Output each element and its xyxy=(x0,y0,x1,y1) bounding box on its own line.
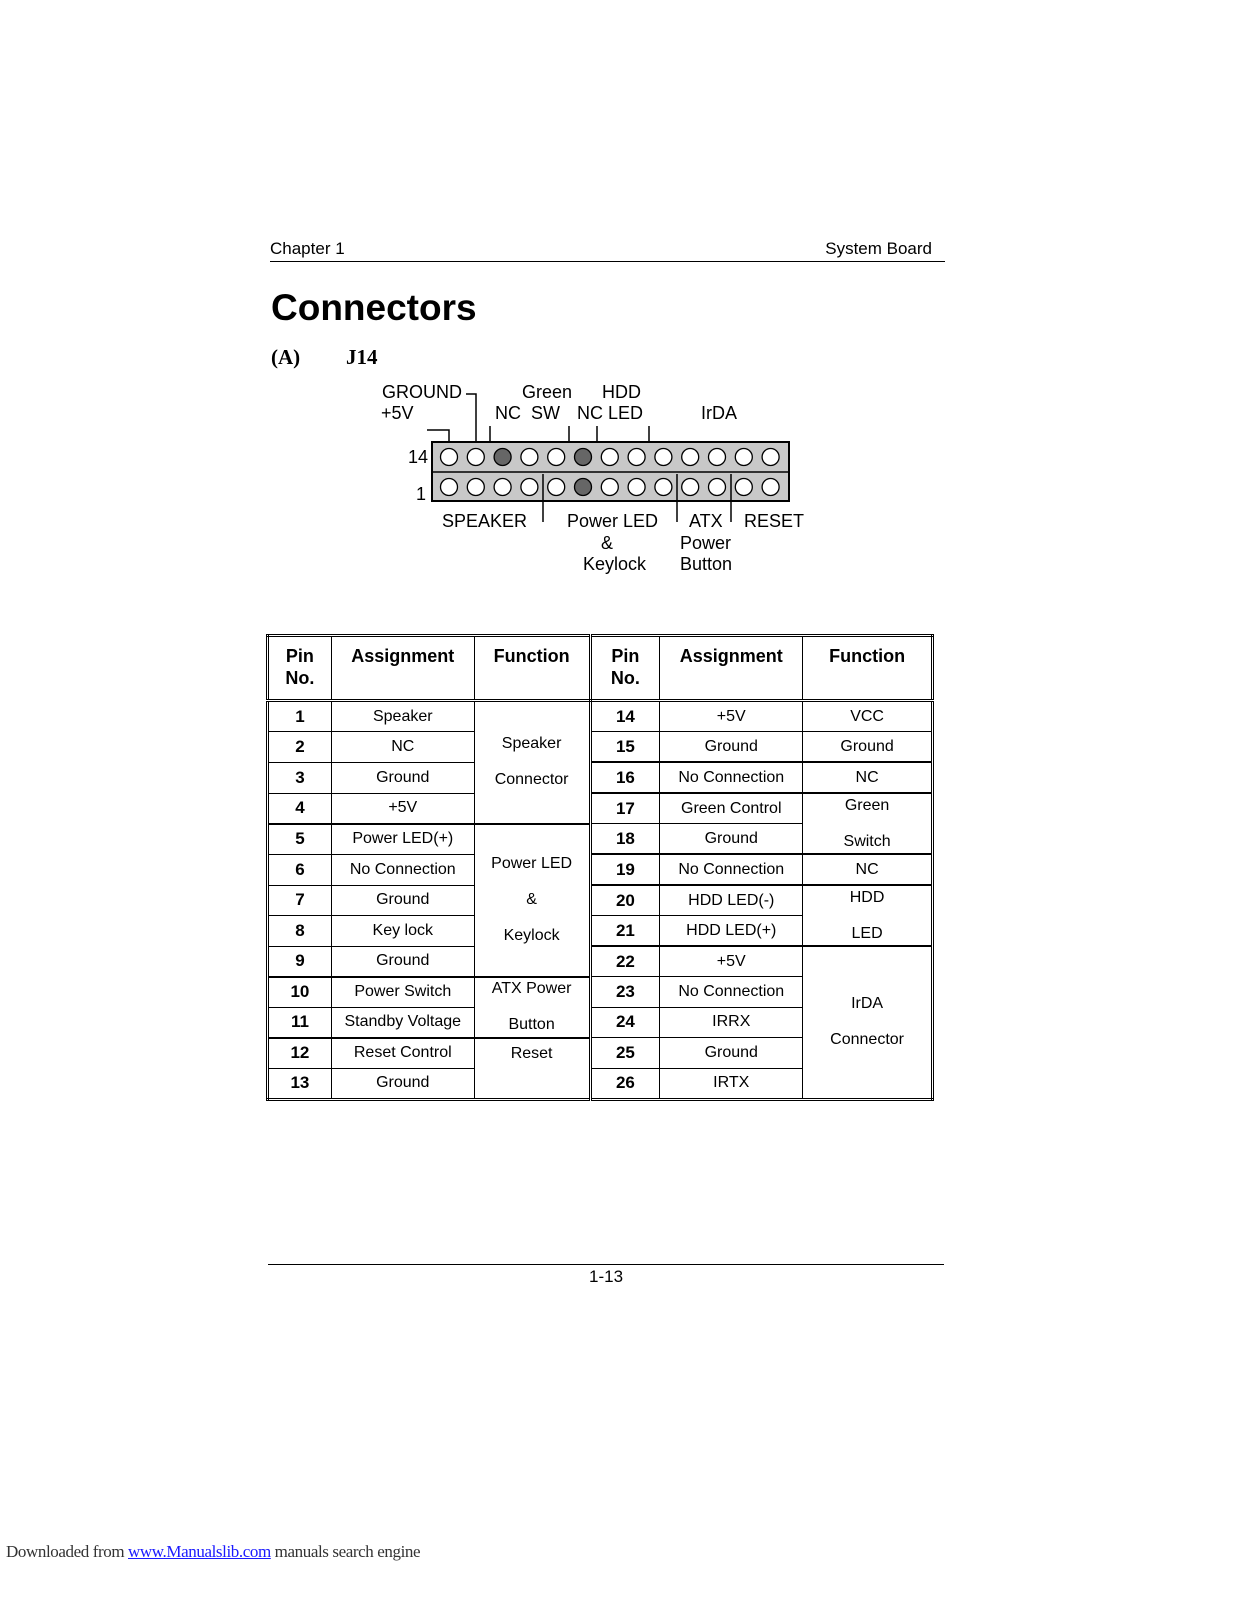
download-suffix: manuals search engine xyxy=(270,1542,421,1561)
function-speaker: Speaker Connector xyxy=(474,701,590,824)
header-pin-no-left: Pin No. xyxy=(268,636,332,701)
pin-number: 26 xyxy=(590,1068,660,1099)
pin-assignment: Ground xyxy=(660,732,803,763)
connector-pin xyxy=(709,479,726,496)
header-function-left: Function xyxy=(474,636,590,701)
header-assignment-right: Assignment xyxy=(660,636,803,701)
pin-number: 5 xyxy=(268,824,332,855)
connector-pin xyxy=(655,479,672,496)
pin-number: 24 xyxy=(590,1007,660,1038)
label-led: LED xyxy=(608,403,644,423)
pin-number: 7 xyxy=(268,885,332,916)
connector-pin xyxy=(735,479,752,496)
pin-assignment: No Connection xyxy=(660,977,803,1008)
label-keylock: Keylock xyxy=(583,554,647,574)
pin-number: 8 xyxy=(268,916,332,947)
table-row xyxy=(268,946,933,977)
connector-pin xyxy=(601,449,618,466)
function-power-led-keylock: Power LED & Keylock xyxy=(474,824,590,977)
connector-pin xyxy=(494,449,511,466)
pin-assignment: NC xyxy=(331,732,474,763)
label-hdd: HDD xyxy=(602,382,641,402)
pin-number: 10 xyxy=(268,977,332,1008)
pin-assignment: +5V xyxy=(660,946,803,977)
pin-number: 25 xyxy=(590,1038,660,1069)
connector-pin xyxy=(521,449,538,466)
pin-assignment: Key lock xyxy=(331,916,474,947)
label-plus5v: +5V xyxy=(381,403,414,423)
pin-assignment: No Connection xyxy=(331,854,474,885)
connector-pin xyxy=(575,449,592,466)
pin-assignment-table xyxy=(266,634,934,1101)
connector-pin xyxy=(441,449,458,466)
download-notice xyxy=(6,1542,420,1562)
pin-number: 1 xyxy=(268,701,332,732)
function-ground: Ground xyxy=(803,732,933,763)
pin-assignment: Ground xyxy=(331,946,474,977)
connector-pin xyxy=(575,479,592,496)
pin-assignment: IRRX xyxy=(660,1007,803,1038)
function-vcc: VCC xyxy=(803,701,933,732)
connector-pin xyxy=(655,449,672,466)
connector-pin xyxy=(467,449,484,466)
connector-pin xyxy=(762,449,779,466)
table-row xyxy=(268,854,933,885)
pin-number: 2 xyxy=(268,732,332,763)
pin-assignment: Power LED(+) xyxy=(331,824,474,855)
function-irda-connector: IrDA Connector xyxy=(803,946,933,1099)
table-row xyxy=(268,732,933,763)
connector-pin xyxy=(521,479,538,496)
pin-number: 18 xyxy=(590,824,660,855)
table-row xyxy=(268,701,933,732)
pin-number: 13 xyxy=(268,1068,332,1099)
pin-assignment: Ground xyxy=(331,885,474,916)
label-power-led: Power LED xyxy=(567,511,659,531)
manualslib-link[interactable]: www.Manualslib.com xyxy=(128,1542,271,1561)
table-header-row xyxy=(268,636,933,701)
label-ground: GROUND xyxy=(382,382,462,402)
function-reset: Reset xyxy=(474,1038,590,1100)
pin-number: 6 xyxy=(268,854,332,885)
pin-assignment: Power Switch xyxy=(331,977,474,1008)
label-irda: IrDA xyxy=(701,403,737,423)
label-amp: & xyxy=(601,533,614,553)
pin-number: 12 xyxy=(268,1038,332,1069)
pin-number: 23 xyxy=(590,977,660,1008)
function-nc: NC xyxy=(803,762,933,793)
function-nc: NC xyxy=(803,854,933,885)
table-row xyxy=(268,762,933,793)
row-label-1: 1 xyxy=(416,484,427,504)
download-prefix: Downloaded from xyxy=(6,1542,129,1561)
label-sw: SW xyxy=(531,403,560,423)
connector-pin xyxy=(735,449,752,466)
label-speaker: SPEAKER xyxy=(442,511,528,531)
label-power: Power xyxy=(680,533,732,553)
header-pin-no-right: Pin No. xyxy=(590,636,660,701)
label-nc-2: NC xyxy=(577,403,603,423)
header-section: System Board xyxy=(825,239,932,258)
label-reset: RESET xyxy=(744,511,805,531)
header-assignment-left: Assignment xyxy=(331,636,474,701)
connector-pin xyxy=(494,479,511,496)
pin-number: 14 xyxy=(590,701,660,732)
pin-number: 19 xyxy=(590,854,660,885)
pin-assignment: +5V xyxy=(660,701,803,732)
connector-pin xyxy=(548,449,565,466)
pin-assignment: No Connection xyxy=(660,854,803,885)
label-green: Green xyxy=(522,382,573,402)
pin-assignment: Reset Control xyxy=(331,1038,474,1069)
pin-number: 22 xyxy=(590,946,660,977)
j14-connector-diagram xyxy=(0,0,1237,600)
connector-pin xyxy=(628,479,645,496)
pin-assignment: Ground xyxy=(331,762,474,793)
connector-pin xyxy=(682,449,699,466)
pin-assignment: Ground xyxy=(660,824,803,855)
pin-assignment: HDD LED(+) xyxy=(660,916,803,947)
pin-number: 3 xyxy=(268,762,332,793)
label-nc-1: NC xyxy=(495,403,521,423)
header-function-right: Function xyxy=(803,636,933,701)
pin-assignment: Green Control xyxy=(660,793,803,824)
connector-pin xyxy=(628,449,645,466)
pin-assignment: IRTX xyxy=(660,1068,803,1099)
row-label-14: 14 xyxy=(408,447,429,467)
connector-pin xyxy=(548,479,565,496)
pin-number: 9 xyxy=(268,946,332,977)
page-title: Connectors xyxy=(271,287,477,328)
pin-assignment: Ground xyxy=(660,1038,803,1069)
section-label: (A) xyxy=(271,345,301,369)
connector-pin xyxy=(467,479,484,496)
connector-pin xyxy=(441,479,458,496)
pin-assignment: Speaker xyxy=(331,701,474,732)
pin-assignment: No Connection xyxy=(660,762,803,793)
pin-assignment: +5V xyxy=(331,793,474,824)
pin-number: 17 xyxy=(590,793,660,824)
connector-pin xyxy=(682,479,699,496)
function-green-switch: Green Switch xyxy=(803,793,933,854)
section-name: J14 xyxy=(346,345,378,369)
label-button: Button xyxy=(680,554,733,574)
pin-number: 4 xyxy=(268,793,332,824)
function-hdd-led: HDD LED xyxy=(803,885,933,946)
pin-assignment: Standby Voltage xyxy=(331,1007,474,1038)
page-number: 1-13 xyxy=(589,1267,624,1286)
table-row xyxy=(268,793,933,824)
connector-pin xyxy=(601,479,618,496)
pin-number: 15 xyxy=(590,732,660,763)
pin-assignment: Ground xyxy=(331,1068,474,1099)
table-row xyxy=(268,885,933,916)
pin-number: 20 xyxy=(590,885,660,916)
label-atx: ATX xyxy=(689,511,723,531)
function-atx-power-button: ATX Power Button xyxy=(474,977,590,1038)
pin-number: 16 xyxy=(590,762,660,793)
header-chapter: Chapter 1 xyxy=(270,239,345,258)
pin-assignment: HDD LED(-) xyxy=(660,885,803,916)
connector-pin xyxy=(762,479,779,496)
pin-number: 11 xyxy=(268,1007,332,1038)
connector-pin xyxy=(709,449,726,466)
pin-number: 21 xyxy=(590,916,660,947)
footer-rule xyxy=(268,1264,944,1265)
